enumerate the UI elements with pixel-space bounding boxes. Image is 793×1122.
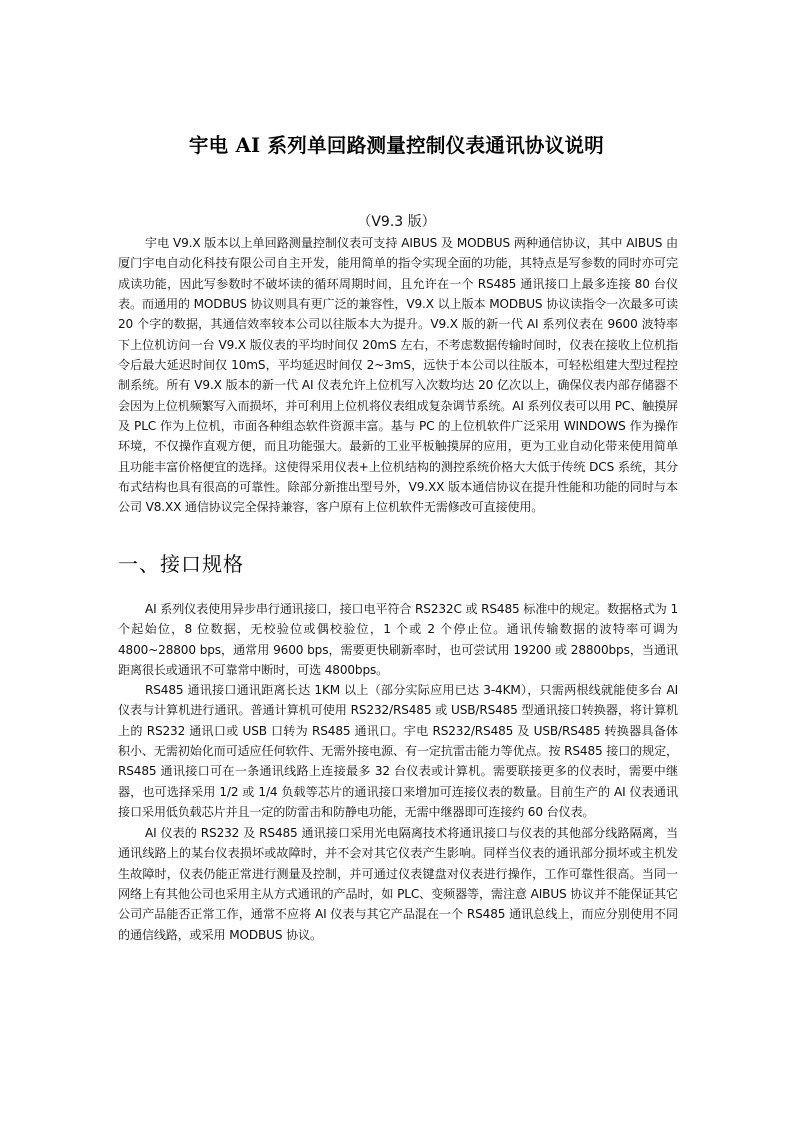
section1-paragraph-1: AI 系列仪表使用异步串行通讯接口，接口电平符合 RS232C 或 RS485 标准中的规定。数据格式为 1 个起始位，8 位数据，无校验位或偶校验位，1 个或 2 个停止位。通讯传输数据的波特率可调为 4800~28800 bps，通常用 9600 bps，需要更快刷新率时，也可尝试用 19200 或 28800bps，当通讯距离很长或通讯不可靠常中断时，可选 4800bps。 (118, 602, 678, 678)
document-version: （V9.3 版） (357, 214, 436, 230)
document-title: 宇电 AI 系列单回路测量控制仪表通讯协议说明 (188, 134, 605, 157)
intro-paragraph: 宇电 V9.X 版本以上单回路测量控制仪表可支持 AIBUS 及 MODBUS 两种通信协议，其中 AIBUS 由厦门宇电自动化科技有限公司自主开发，能用简单的指令实现全面的功能，其特点是写参数的同时亦可完成读功能，因此写参数时不破坏读的循环周期时间，且允许在一个 RS485 通讯接口上最多连接 80 台仪表。而通用的 MODBUS 协议则具有更广泛的兼容性，V9.X 以上版本 MODBUS 协议读指令一次最多可读 20 个字的数据，其通信效率较本公司以往版本大为提升。V9.X 版的新一代 AI 系列仪表在 9600 波特率下上位机访问一台 V9.X 版仪表的平均时间仅 20mS 左右，不考虑数据传输时间时，仪表在接收上位机指令后最大延迟时间仅 10mS，平均延迟时间仅 2~3mS，远快于本公司以往版本，可轻松组建大型过程控制系统。所有 V9.X 版本的新一代 AI 仪表允许上位机写入次数均达 20 亿次以上，确保仪表内部存储器不会因为上位机频繁写入而损坏，并可利用上位机将仪表组成复杂调节系统。AI 系列仪表可以用 PC、触摸屏及 PLC 作为上位机，市面各种组态软件资源丰富。基与 PC 的上位机软件广泛采用 WINDOWS 作为操作环境，不仅操作直观方便，而且功能强大。最新的工业平板触摸屏的应用，更为工业自动化带来使用简单且功能丰富价格便宜的选择。这使得采用仪表+上位机结构的测控系统价格大大低于传统 DCS 系统，其分布式结构也具有很高的可靠性。除部分新推出型号外，V9.XX 版本通信协议在提升性能和功能的同时与本公司 V8.XX 通信协议完全保持兼容，客户原有上位机软件无需修改可直接使用。 (118, 236, 678, 515)
section1-paragraph-2: RS485 通讯接口通讯距离长达 1KM 以上（部分实际应用已达 3-4KM），只需两根线就能使多台 AI 仪表与计算机进行通讯。普通计算机可使用 RS232/RS485 或 USB/RS485 型通讯接口转换器，将计算机上的 RS232 通讯口或 USB 口转为 RS485 通讯口。宇电 RS232/RS485 及 USB/RS485 转换器具备体积小、无需初始化而可适应任何软件、无需外接电源、有一定抗雷击能力等优点。按 RS485 接口的规定，RS485 通讯接口可在一条通讯线路上连接最多 32 台仪表或计算机。需要联接更多的仪表时，需要中继器，也可选择采用 1/2 或 1/4 负载等芯片的通讯接口来增加可连接仪表的数量。目前生产的 AI 仪表通讯接口采用低负载芯片并且一定的防雷击和防静电功能，无需中继器即可连接约 60 台仪表。 (118, 683, 678, 820)
section-heading-interface-spec: 一、接口规格 (118, 552, 244, 576)
section1-paragraph-3: AI 仪表的 RS232 及 RS485 通讯接口采用光电隔离技术将通讯接口与仪表的其他部分线路隔离，当通讯线路上的某台仪表损坏或故障时，并不会对其它仪表产生影响。同样当仪表的通讯部分损坏或主机发生故障时，仪表仍能正常进行测量及控制，并可通过仪表键盘对仪表进行操作，工作可靠性很高。当同一网络上有其他公司也采用主从方式通讯的产品时，如 PLC、变频器等，需注意 AIBUS 协议并不能保证其它公司产品能否正常工作，通常不应将 AI 仪表与其它产品混在一个 RS485 通讯总线上，而应分别使用不同的通信线路，或采用 MODBUS 协议。 (118, 826, 678, 942)
